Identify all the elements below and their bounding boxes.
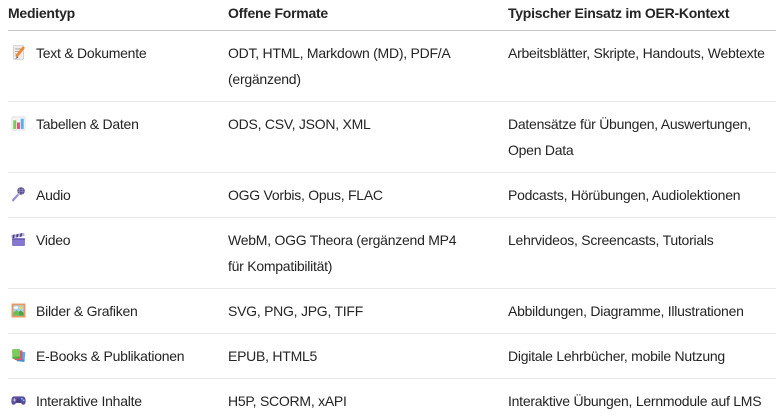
formate-cell: ODT, HTML, Markdown (MD), PDF/A (ergänzend) — [228, 31, 508, 102]
einsatz-cell: Abbildungen, Diagramme, Illustrationen — [508, 289, 776, 334]
einsatz-cell: Lehrvideos, Screencasts, Tutorials — [508, 218, 776, 289]
books-icon — [10, 347, 27, 364]
microphone-icon — [10, 186, 27, 203]
table-row-audio — [8, 173, 776, 218]
formate-cell: ODS, CSV, JSON, XML — [228, 102, 508, 173]
formate-cell: SVG, PNG, JPG, TIFF — [228, 289, 508, 334]
table-row-interaktive-inhalte — [8, 379, 776, 417]
table-row-video — [8, 218, 776, 289]
clapper-board-icon — [10, 231, 27, 248]
einsatz-cell: Arbeitsblätter, Skripte, Handouts, Webtexte — [508, 31, 776, 102]
formate-cell: WebM, OGG Theora (ergänzend MP4 für Kompatibilität) — [228, 218, 508, 289]
medientyp-label: E-Books & Publikationen — [36, 348, 185, 364]
table-row-tabellen-daten — [8, 102, 776, 173]
bar-chart-icon — [10, 115, 27, 132]
oer-media-table — [8, 0, 776, 417]
einsatz-cell: Digitale Lehrbücher, mobile Nutzung — [508, 334, 776, 379]
table-row-ebooks-publikationen — [8, 334, 776, 379]
memo-icon — [10, 44, 27, 61]
header-medientyp: Medientyp — [8, 0, 228, 31]
einsatz-cell: Podcasts, Hörübungen, Audiolektionen — [508, 173, 776, 218]
medientyp-label: Interaktive Inhalte — [36, 393, 142, 409]
header-offene-formate: Offene Formate — [228, 0, 508, 31]
medientyp-label: Text & Dokumente — [36, 45, 147, 61]
medientyp-label: Tabellen & Daten — [36, 116, 139, 132]
game-controller-icon — [10, 392, 27, 409]
medientyp-label: Video — [36, 232, 71, 248]
einsatz-cell: Datensätze für Übungen, Auswertungen, Open Data — [508, 102, 776, 173]
framed-picture-icon — [10, 302, 27, 319]
medientyp-label: Audio — [36, 187, 71, 203]
table-header-row — [8, 0, 776, 31]
einsatz-cell: Interaktive Übungen, Lernmodule auf LMS — [508, 393, 762, 409]
formate-cell: OGG Vorbis, Opus, FLAC — [228, 173, 508, 218]
header-einsatz-oer-kontext: Typischer Einsatz im OER-Kontext — [508, 0, 776, 31]
medientyp-label: Bilder & Grafiken — [36, 303, 138, 319]
table-row-text-dokumente — [8, 31, 776, 102]
formate-cell: H5P, SCORM, xAPI — [228, 393, 347, 409]
formate-cell: EPUB, HTML5 — [228, 334, 508, 379]
table-row-bilder-grafiken — [8, 289, 776, 334]
